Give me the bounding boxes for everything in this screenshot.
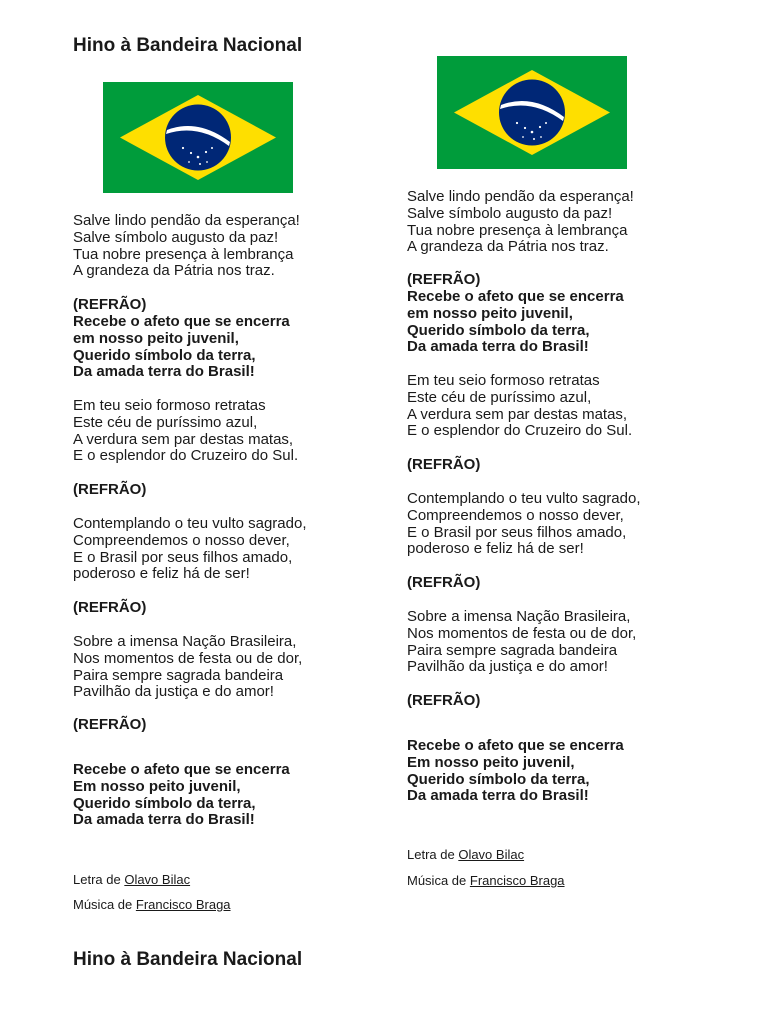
verse-line: Da amada terra do Brasil! — [73, 811, 255, 829]
refrao-label: (REFRÃO) — [407, 456, 481, 473]
stanza-3 — [73, 516, 307, 583]
lyrics-author-link[interactable]: Olavo Bilac — [458, 847, 525, 862]
verse-line: Salve lindo pendão da esperança! — [73, 212, 300, 229]
verse-line: poderoso e feliz há de ser! — [73, 565, 250, 583]
verse-line: Nos momentos de festa ou de dor, — [73, 649, 303, 667]
refrao-label: (REFRÃO) — [73, 599, 147, 616]
verse-line: E o Brasil por seus filhos amado, — [407, 523, 627, 541]
verse-line: Recebe o afeto que se encerra — [73, 313, 290, 330]
music-prefix: Música de — [73, 897, 133, 912]
stanza-4 — [407, 609, 636, 676]
refrao-label: (REFRÃO) — [407, 574, 481, 591]
verse-line: Salve lindo pendão da esperança! — [407, 188, 634, 205]
lyrics-prefix: Letra de — [73, 872, 121, 887]
verse-line: Pavilhão da justiça e do amor! — [407, 658, 608, 676]
chorus — [73, 314, 290, 381]
verse-line: em nosso peito juvenil, — [73, 329, 239, 347]
verse-line: Querido símbolo da terra, — [73, 346, 256, 364]
music-credit — [73, 897, 231, 912]
verse-line: Paira sempre sagrada bandeira — [407, 641, 618, 659]
verse-line: A verdura sem par destas matas, — [407, 405, 628, 423]
stanza-3 — [407, 491, 641, 558]
verse-line: Paira sempre sagrada bandeira — [73, 666, 284, 684]
brazil-flag-image — [103, 82, 293, 193]
brazil-flag-image — [437, 56, 627, 169]
verse-line: Em teu seio formoso retratas — [407, 372, 600, 389]
verse-line: Querido símbolo da terra, — [73, 794, 256, 812]
verse-line: A verdura sem par destas matas, — [73, 430, 294, 448]
stanza-2 — [73, 398, 298, 465]
verse-line: Da amada terra do Brasil! — [407, 338, 589, 356]
verse-line: E o esplendor do Cruzeiro do Sul. — [73, 447, 299, 465]
verse-line: E o Brasil por seus filhos amado, — [73, 548, 293, 566]
music-credit — [407, 873, 565, 888]
verse-line: Querido símbolo da terra, — [407, 321, 590, 339]
verse-line: A grandeza da Pátria nos traz. — [407, 238, 609, 256]
verse-line: Recebe o afeto que se encerra — [73, 761, 290, 778]
stanza-1 — [407, 189, 634, 256]
music-prefix: Música de — [407, 873, 467, 888]
lyrics-prefix: Letra de — [407, 847, 455, 862]
chorus — [407, 289, 624, 356]
verse-line: Recebe o afeto que se encerra — [407, 288, 624, 305]
verse-line: Contemplando o teu vulto sagrado, — [73, 515, 307, 532]
verse-line: Tua nobre presença à lembrança — [407, 221, 628, 239]
refrao-label: (REFRÃO) — [407, 692, 481, 709]
verse-line: Em nosso peito juvenil, — [73, 777, 241, 795]
music-author-link[interactable]: Francisco Braga — [469, 873, 565, 888]
verse-line: em nosso peito juvenil, — [407, 304, 573, 322]
refrao-label: (REFRÃO) — [73, 716, 147, 733]
refrao-label: (REFRÃO) — [407, 271, 481, 288]
page-title: Hino à Bandeira Nacional — [73, 35, 303, 56]
verse-line: Da amada terra do Brasil! — [73, 363, 255, 381]
verse-line: Pavilhão da justiça e do amor! — [73, 683, 274, 701]
chorus — [407, 738, 624, 805]
page-title: Hino à Bandeira Nacional — [73, 949, 303, 970]
verse-line: Da amada terra do Brasil! — [407, 787, 589, 805]
verse-line: Nos momentos de festa ou de dor, — [407, 624, 637, 642]
verse-line: Salve símbolo augusto da paz! — [73, 228, 279, 246]
verse-line: Tua nobre presença à lembrança — [73, 245, 294, 263]
chorus — [73, 762, 290, 829]
refrao-label: (REFRÃO) — [73, 296, 147, 313]
verse-line: Em nosso peito juvenil, — [407, 753, 575, 771]
verse-line: A grandeza da Pátria nos traz. — [73, 262, 275, 280]
verse-line: Contemplando o teu vulto sagrado, — [407, 490, 641, 507]
verse-line: Este céu de puríssimo azul, — [73, 413, 258, 431]
verse-line: poderoso e feliz há de ser! — [407, 540, 584, 558]
lyrics-credit — [73, 872, 190, 887]
lyrics-author-link[interactable]: Olavo Bilac — [124, 872, 191, 887]
verse-line: Sobre a imensa Nação Brasileira, — [407, 608, 631, 625]
verse-line: E o esplendor do Cruzeiro do Sul. — [407, 422, 633, 440]
music-author-link[interactable]: Francisco Braga — [135, 897, 231, 912]
verse-line: Recebe o afeto que se encerra — [407, 737, 624, 754]
verse-line: Compreendemos o nosso dever, — [73, 531, 290, 549]
verse-line: Querido símbolo da terra, — [407, 770, 590, 788]
verse-line: Em teu seio formoso retratas — [73, 397, 266, 414]
refrao-label: (REFRÃO) — [73, 481, 147, 498]
lyrics-credit — [407, 847, 524, 862]
verse-line: Salve símbolo augusto da paz! — [407, 204, 613, 222]
verse-line: Compreendemos o nosso dever, — [407, 506, 624, 524]
stanza-2 — [407, 373, 632, 440]
stanza-4 — [73, 634, 302, 701]
stanza-1 — [73, 213, 300, 280]
verse-line: Este céu de puríssimo azul, — [407, 388, 592, 406]
verse-line: Sobre a imensa Nação Brasileira, — [73, 633, 297, 650]
